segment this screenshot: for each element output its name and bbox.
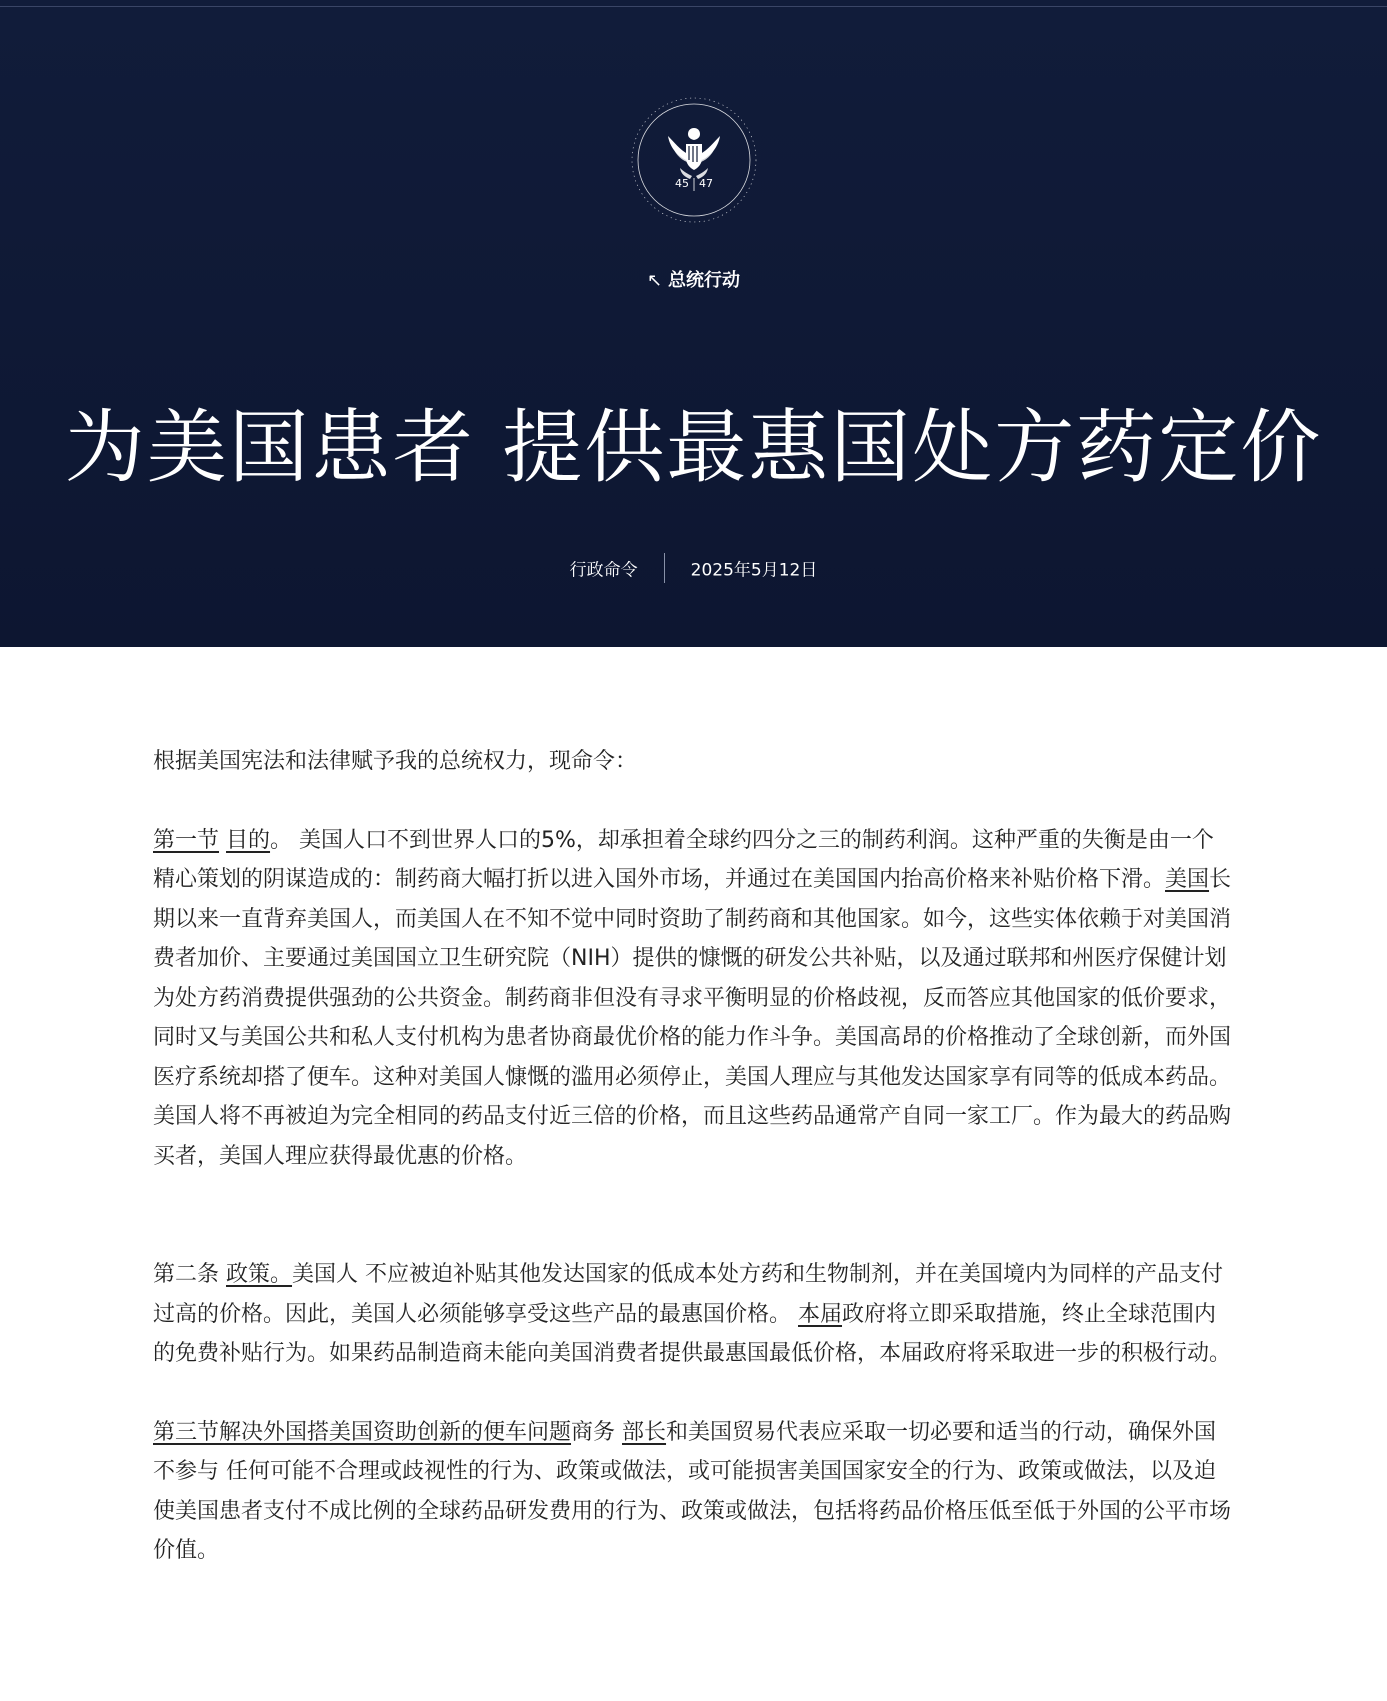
section-1-punct: 。 <box>270 827 300 853</box>
section-1-body-cont: 长期以来一直背弃美国人，而美国人在不知不觉中同时资助了制药商和其他国家。如今，这些实体依赖于对美国消费者加价、主要通过美国国立卫生研究院（NIH）提供的慷慨的研发公共补贴，以及通过联邦和州医疗保健计划为处方药消费提供强劲的公共资金。制药商非但没有寻求平衡明显的价格歧视，反而答应其他国家的低价要求，同时又与美国公共和私人支付机构为患者协商最优价格的能力作斗争。美国高昂的价格推动了全球创新，而外国医疗系统却搭了便车。这种对美国人慷慨的滥用必须停止，美国人理应与其他发达国家享有同等的低成本药品。美国人将不再被迫为完全相同的药品支付近三倍的价格，而且这些药品通常产自同一家工厂。作为最大的药品购买者，美国人理应获得最优惠的价格。 <box>153 867 1232 1169</box>
breadcrumb-label[interactable]: 总统行动 <box>668 270 741 291</box>
publish-date: 2025年5月12日 <box>690 560 818 581</box>
seal-number-45: 45 <box>675 177 689 190</box>
section-1-title: 目的 <box>226 827 271 853</box>
section-3-underlined: 部长 <box>622 1419 667 1445</box>
section-3-paragraph <box>153 1413 1233 1571</box>
section-2-body-cont: 政府将立即采取措施，终止全球范围内的免费补贴行为。如果药品制造商未能向美国消费者提供最惠国最低价格，本届政府将采取进一步的积极行动。 <box>153 1301 1232 1366</box>
section-2-number: 第二条 <box>153 1262 226 1287</box>
page-title: 为美国患者 提供最惠国处方药定价 <box>64 401 1323 494</box>
presidential-seal-logo <box>630 96 758 224</box>
article-meta <box>0 553 1387 583</box>
category-label[interactable]: 行政命令 <box>569 560 638 581</box>
breadcrumb[interactable] <box>0 266 1387 292</box>
section-2-title: 政策。 <box>226 1262 293 1287</box>
seal-number-47: 47 <box>699 177 713 190</box>
arrow-up-left-icon: ↖ <box>646 270 663 291</box>
meta-divider <box>664 553 665 583</box>
section-2-underlined: 本届 <box>798 1301 843 1327</box>
section-2-paragraph <box>153 1255 1233 1374</box>
section-1-underlined: 美国 <box>1165 867 1210 892</box>
section-1-body: 美国人口不到世界人口的5%，却承担着全球约四分之三的制药利润。这种严重的失衡是由一个精心策划的阴谋造成的：制药商大幅打折以进入国外市场，并通过在美国国内抬高价格来补贴价格下滑。 <box>153 827 1214 892</box>
section-3-body-pre: 商务 <box>571 1419 623 1445</box>
section-3-heading: 第三节解决外国搭美国资助创新的便车问题 <box>153 1419 572 1445</box>
article-body <box>153 742 1233 1571</box>
section-3-body: 和美国贸易代表应采取一切必要和适当的行动，确保外国不参与 任何可能不合理或歧视性的行为、政策或做法，或可能损害美国国家安全的行为、政策或做法，以及迫使美国患者支付不成比例的全球药品研发费用的行为、政策或做法，包括将药品价格压低至低于外国的公平市场价值。 <box>153 1419 1232 1563</box>
intro-paragraph: 根据美国宪法和法律赋予我的总统权力，现命令： <box>153 749 638 774</box>
top-divider <box>0 6 1387 7</box>
hero-banner <box>0 0 1387 647</box>
section-1-paragraph <box>153 821 1233 1177</box>
section-2-body: 美国人 不应被迫补贴其他发达国家的低成本处方药和生物制剂，并在美国境内为同样的产品支付过高的价格。因此，美国人必须能够享受这些产品的最惠国价格。 <box>153 1262 1224 1327</box>
section-1-number: 第一节 <box>153 827 220 853</box>
